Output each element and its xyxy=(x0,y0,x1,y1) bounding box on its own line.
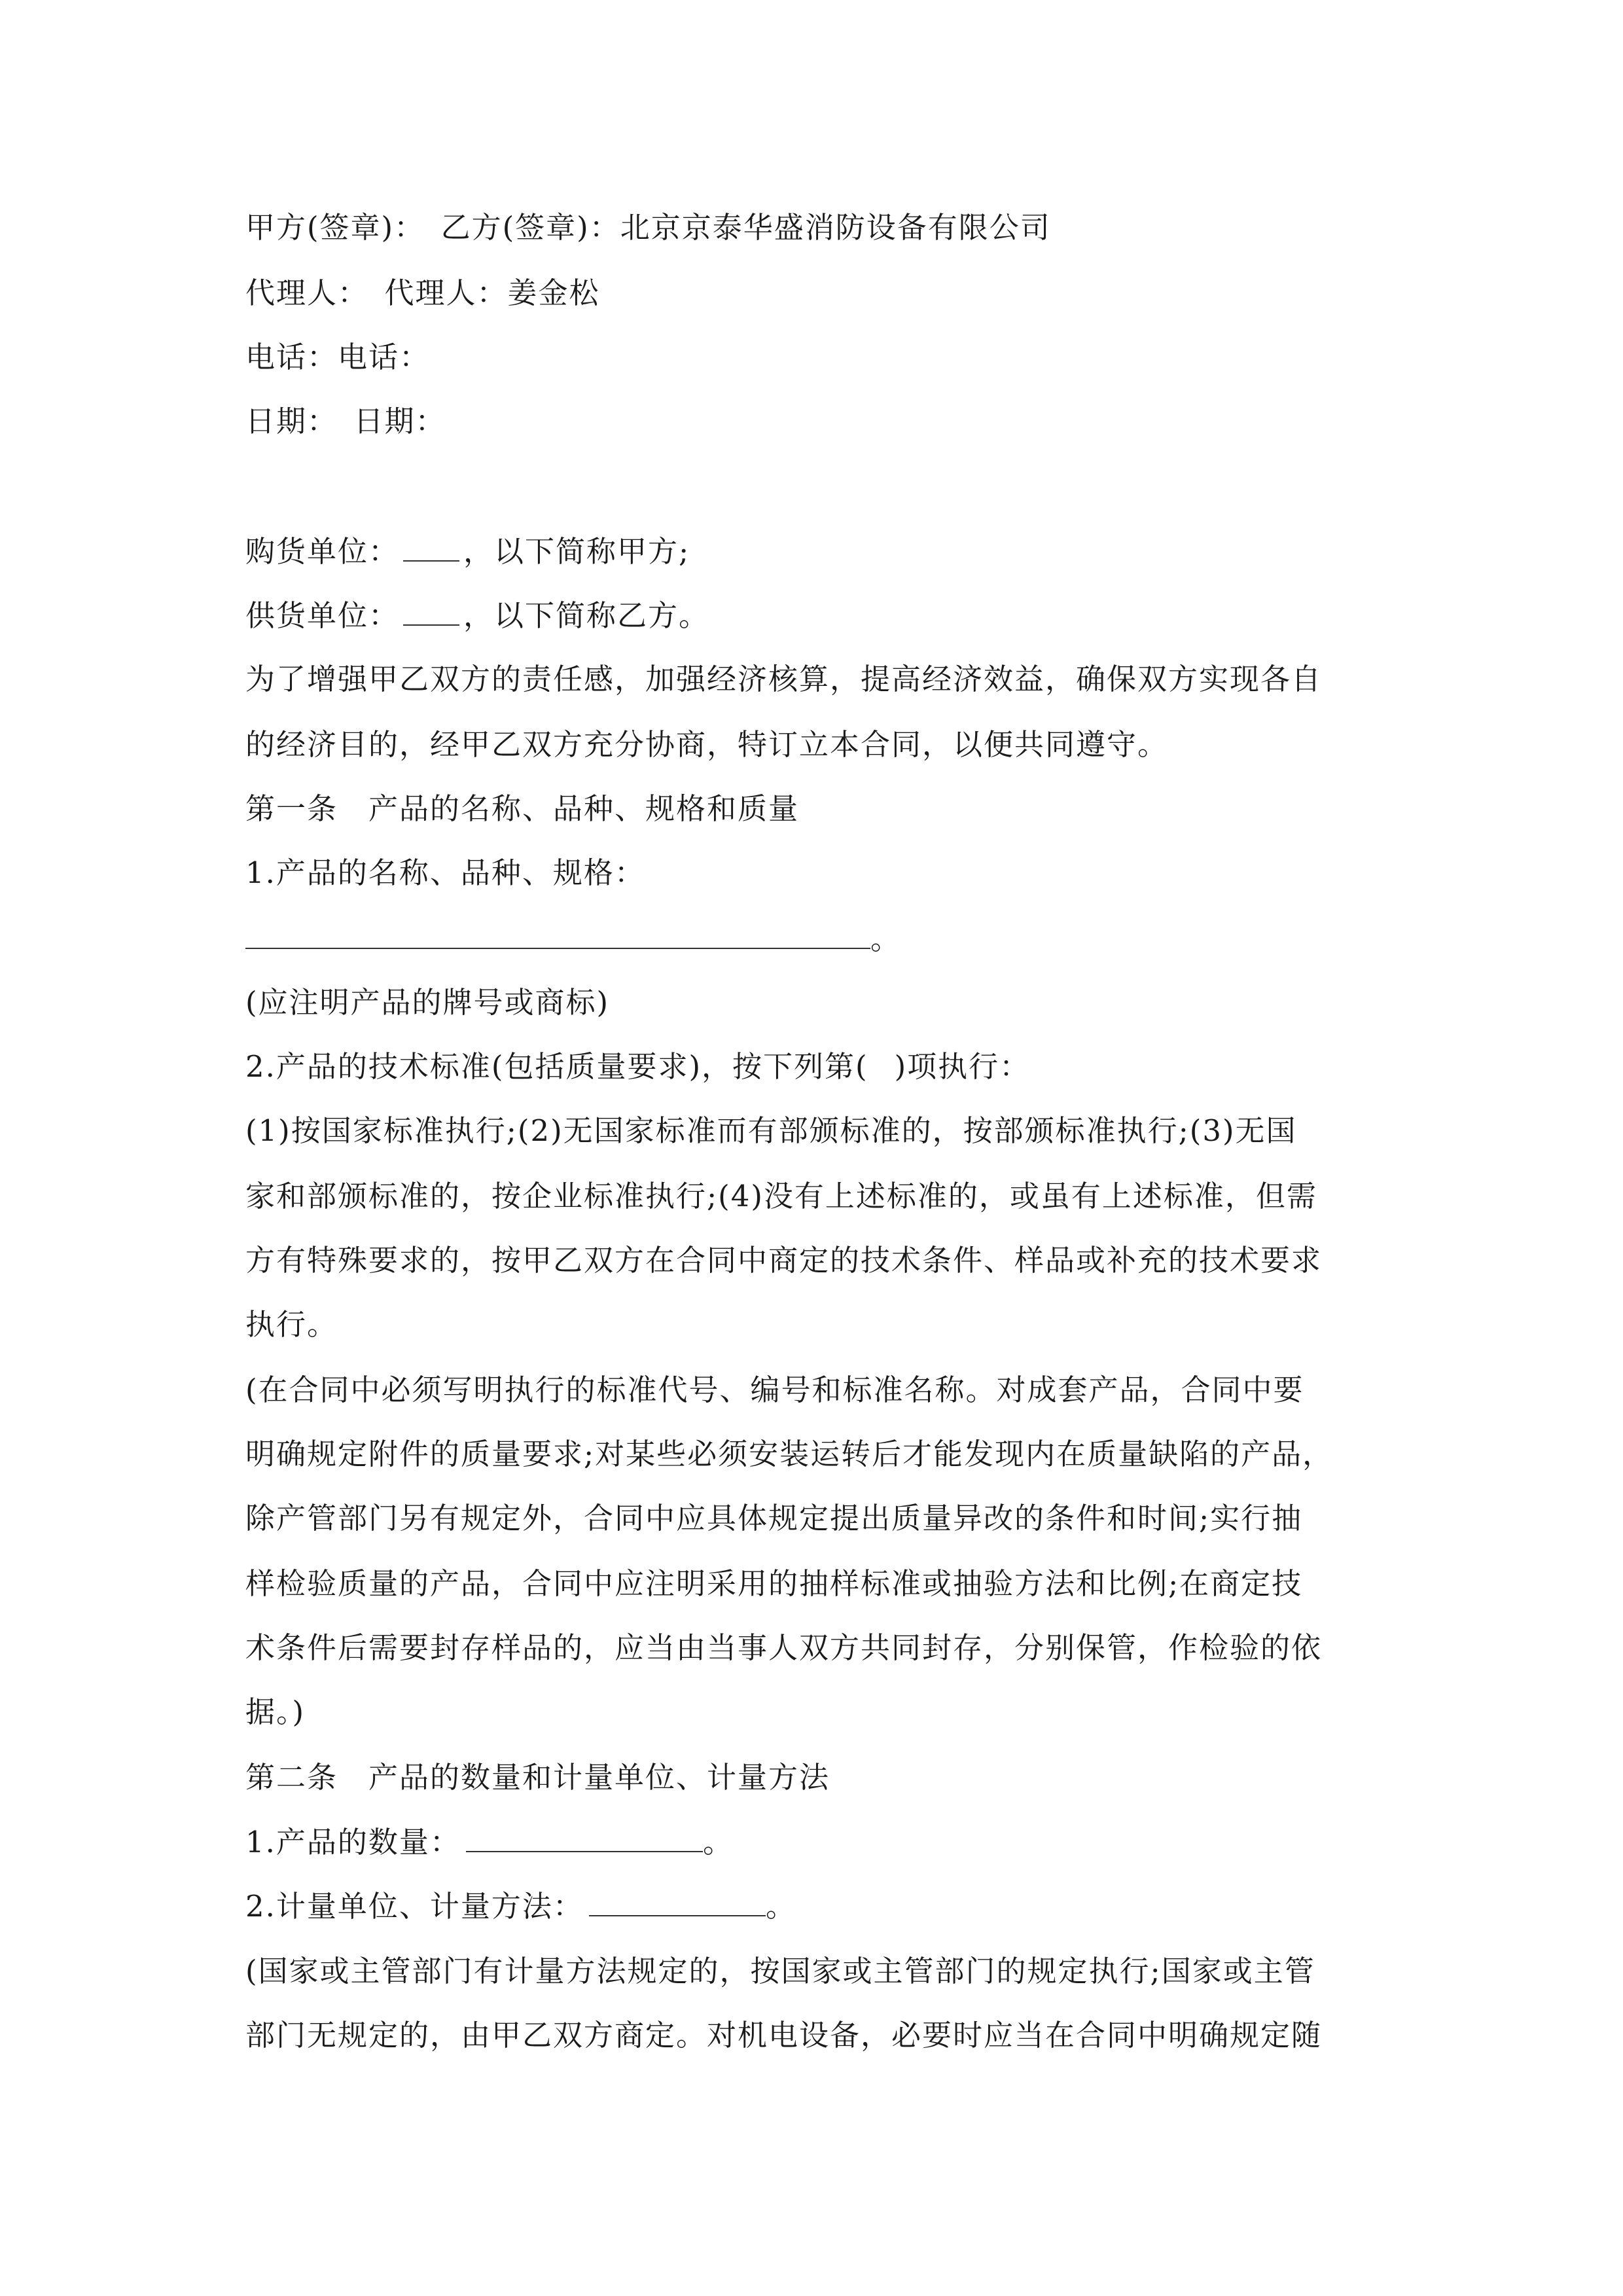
article-2-item-1 xyxy=(245,1822,1397,1861)
article-1-title: 第一条 产品的名称、品种、规格和质量 xyxy=(245,791,800,826)
standard-line-1: (1)按国家标准执行;(2)无国家标准而有部颁标准的，按部颁标准执行;(3)无国 xyxy=(245,1113,1297,1148)
signature-line-date: 日期： 日期： xyxy=(245,404,446,439)
seller-blank xyxy=(403,596,459,626)
article-1-item-1-fill xyxy=(245,919,1397,958)
product-name-blank xyxy=(245,919,870,949)
buyer-label: 购货单位： xyxy=(245,534,400,569)
article-2-note-line-1: (国家或主管部门有计量方法规定的，按国家或主管部门的规定执行;国家或主管 xyxy=(245,1954,1315,1988)
intro-line-1: 为了增强甲乙双方的责任感，加强经济核算，提高经济效益，确保双方实现各自 xyxy=(245,662,1323,696)
standard-line-2: 家和部颁标准的，按企业标准执行;(4)没有上述标准的，或虽有上述标准，但需 xyxy=(245,1179,1317,1213)
article-1-note-1: (应注明产品的牌号或商标) xyxy=(245,985,610,1020)
quantity-end: 。 xyxy=(702,1825,734,1859)
seller-line xyxy=(245,596,1397,635)
quantity-label: 1.产品的数量： xyxy=(245,1825,461,1859)
article-1-item-1: 1.产品的名称、品种、规格： xyxy=(245,855,645,890)
note-2-line-1: (在合同中必须写明执行的标准代号、编号和标准名称。对成套产品，合同中要 xyxy=(245,1372,1304,1407)
note-2-line-6: 据。) xyxy=(245,1695,306,1729)
note-2-line-4: 样检验质量的产品，合同中应注明采用的抽样标准或抽验方法和比例;在商定技 xyxy=(245,1566,1303,1601)
signature-line-party: 甲方(签章)： 乙方(签章)：北京京泰华盛消防设备有限公司 xyxy=(245,210,1051,245)
standard-line-4: 执行。 xyxy=(245,1307,338,1342)
item-2-text-b: )项执行： xyxy=(894,1049,1031,1084)
quantity-blank xyxy=(466,1822,703,1852)
buyer-line xyxy=(245,531,1397,571)
unit-method-blank xyxy=(589,1886,766,1916)
note-2-line-5: 术条件后需要封存样品的，应当由当事人双方共同封存，分别保管，作检验的依 xyxy=(245,1630,1323,1665)
article-2-item-2 xyxy=(245,1886,1397,1926)
buyer-suffix: ，以下简称甲方; xyxy=(463,534,690,569)
note-2-line-2: 明确规定附件的质量要求;对某些必须安装运转后才能发现内在质量缺陷的产品， xyxy=(245,1437,1334,1471)
unit-method-label: 2.计量单位、计量方法： xyxy=(245,1889,584,1924)
note-2-line-3: 除产管部门另有规定外，合同中应具体规定提出质量异改的条件和时间;实行抽 xyxy=(245,1501,1303,1535)
seller-label: 供货单位： xyxy=(245,598,400,633)
unit-method-end: 。 xyxy=(765,1889,796,1924)
standard-line-3: 方有特殊要求的，按甲乙双方在合同中商定的技术条件、样品或补充的技术要求 xyxy=(245,1243,1323,1278)
intro-line-2: 的经济目的，经甲乙双方充分协商，特订立本合同，以便共同遵守。 xyxy=(245,727,1169,762)
article-2-title: 第二条 产品的数量和计量单位、计量方法 xyxy=(245,1760,830,1795)
signature-line-agent: 代理人： 代理人：姜金松 xyxy=(245,276,600,310)
seller-suffix: ，以下简称乙方。 xyxy=(463,598,710,633)
product-name-end: 。 xyxy=(870,922,902,956)
signature-line-phone: 电话：电话： xyxy=(245,340,431,374)
item-2-text-a: 2.产品的技术标准(包括质量要求)，按下列第( xyxy=(245,1049,868,1084)
article-1-item-2 xyxy=(245,1047,1397,1086)
buyer-blank xyxy=(403,531,459,562)
article-2-note-line-2: 部门无规定的，由甲乙双方商定。对机电设备，必要时应当在合同中明确规定随 xyxy=(245,2018,1323,2053)
